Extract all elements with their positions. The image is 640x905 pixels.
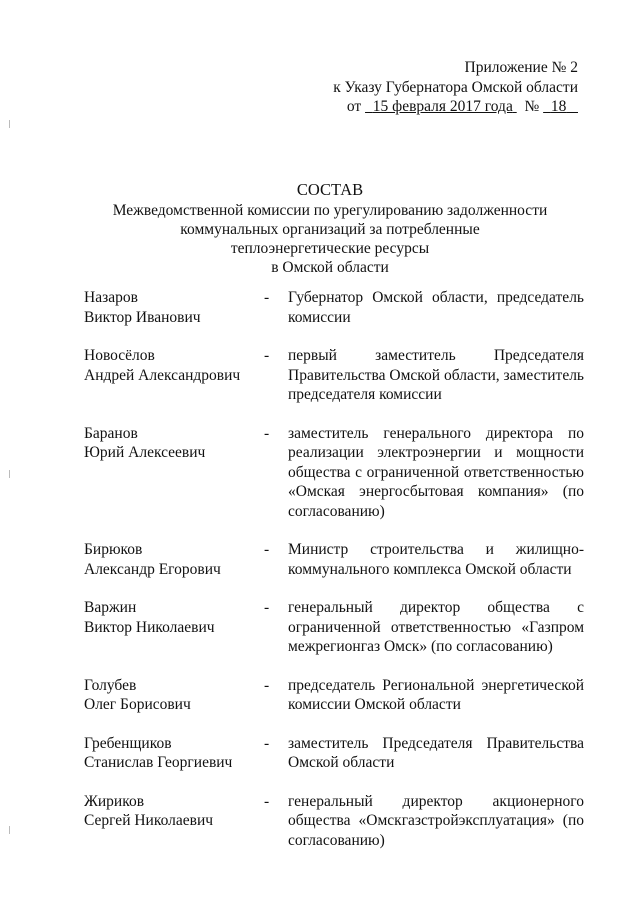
document-title xyxy=(100,180,560,277)
member-role: председатель Региональной энергетической комиссии Омской области xyxy=(288,676,584,713)
title-line-1: Межведомственной комиссии по урегулированию задолженности xyxy=(112,202,548,219)
title-line-2: коммунальных организаций за потребленные xyxy=(180,221,480,238)
appendix-date-text: 15 февраля 2017 года xyxy=(372,98,513,115)
member-surname: Новосёлов xyxy=(84,347,155,364)
member-role: первый заместитель Председателя Правительства Омской области, заместитель председателя комиссии xyxy=(288,347,585,403)
member-surname: Бирюков xyxy=(84,541,143,558)
member-given-name: Александр Егорович xyxy=(84,560,221,578)
member-role: генеральный директор общества с ограниченной ответственностью «Газпром межрегионгаз Омск» (по согласованию) xyxy=(288,599,584,655)
member-name xyxy=(84,792,264,831)
member-role: Министр строительства и жилищно-коммунального комплекса Омской области xyxy=(288,541,584,578)
member-surname: Баранов xyxy=(84,424,138,442)
member-row xyxy=(84,734,584,773)
member-dash: - xyxy=(264,424,270,442)
member-dash: - xyxy=(264,289,270,306)
member-dash: - xyxy=(264,676,270,694)
appendix-number: Приложение № 2 xyxy=(464,59,578,76)
member-dash: - xyxy=(264,347,270,364)
member-name xyxy=(84,598,264,637)
member-given-name: Виктор Николаевич xyxy=(84,618,215,636)
member-dash: - xyxy=(264,541,270,558)
member-name xyxy=(84,540,264,579)
member-role: заместитель Председателя Правительства Омской области xyxy=(288,734,584,771)
member-role: Губернатор Омской области, председатель комиссии xyxy=(288,289,584,326)
member-role: заместитель генерального директора по реализации электроэнергии и мощности общества с ограниченной ответственностью «Омская энергосбытовая компания» (по согласованию) xyxy=(288,424,584,520)
member-given-name: Юрий Алексеевич xyxy=(84,444,206,461)
member-row xyxy=(84,598,584,657)
member-row xyxy=(84,676,584,715)
scan-artifact xyxy=(9,470,10,478)
member-given-name: Виктор Иванович xyxy=(84,308,201,326)
appendix-num-sign: № xyxy=(524,98,540,115)
scan-artifact xyxy=(9,120,10,128)
member-list xyxy=(84,288,584,850)
appendix-number-text: 18 xyxy=(550,98,567,115)
member-row xyxy=(84,540,584,579)
member-row xyxy=(84,424,584,522)
member-name xyxy=(84,676,264,715)
member-given-name: Станислав Георгиевич xyxy=(84,754,233,771)
member-role: генеральный директор акционерного общества «Омскгазстройэксплуатация» (по согласованию) xyxy=(288,792,584,849)
member-dash: - xyxy=(264,599,270,616)
member-surname: Жириков xyxy=(84,792,145,810)
member-surname: Варжин xyxy=(84,599,137,616)
appendix-header xyxy=(333,58,578,117)
member-name xyxy=(84,346,264,385)
member-row xyxy=(84,792,584,851)
member-given-name: Олег Борисович xyxy=(84,696,191,713)
scan-artifact xyxy=(9,826,10,834)
appendix-date-line xyxy=(333,97,578,117)
member-row xyxy=(84,288,584,327)
appendix-number-value xyxy=(543,98,578,115)
member-name xyxy=(84,734,264,773)
member-surname: Голубев xyxy=(84,676,137,694)
member-given-name: Сергей Николаевич xyxy=(84,812,214,829)
member-dash: - xyxy=(264,792,270,810)
member-surname: Назаров xyxy=(84,289,138,306)
appendix-decree-ref: к Указу Губернатора Омской области xyxy=(333,78,578,96)
member-given-name: Андрей Александрович xyxy=(84,366,241,384)
title-heading: СОСТАВ xyxy=(296,180,364,199)
appendix-date xyxy=(365,98,517,115)
member-row xyxy=(84,346,584,405)
title-line-4: в Омской области xyxy=(271,259,389,276)
appendix-ot: от xyxy=(346,98,362,115)
member-name xyxy=(84,288,264,327)
member-dash: - xyxy=(264,734,270,752)
member-surname: Гребенщиков xyxy=(84,734,172,752)
member-name xyxy=(84,424,264,463)
title-line-3: теплоэнергетические ресурсы xyxy=(230,240,430,257)
